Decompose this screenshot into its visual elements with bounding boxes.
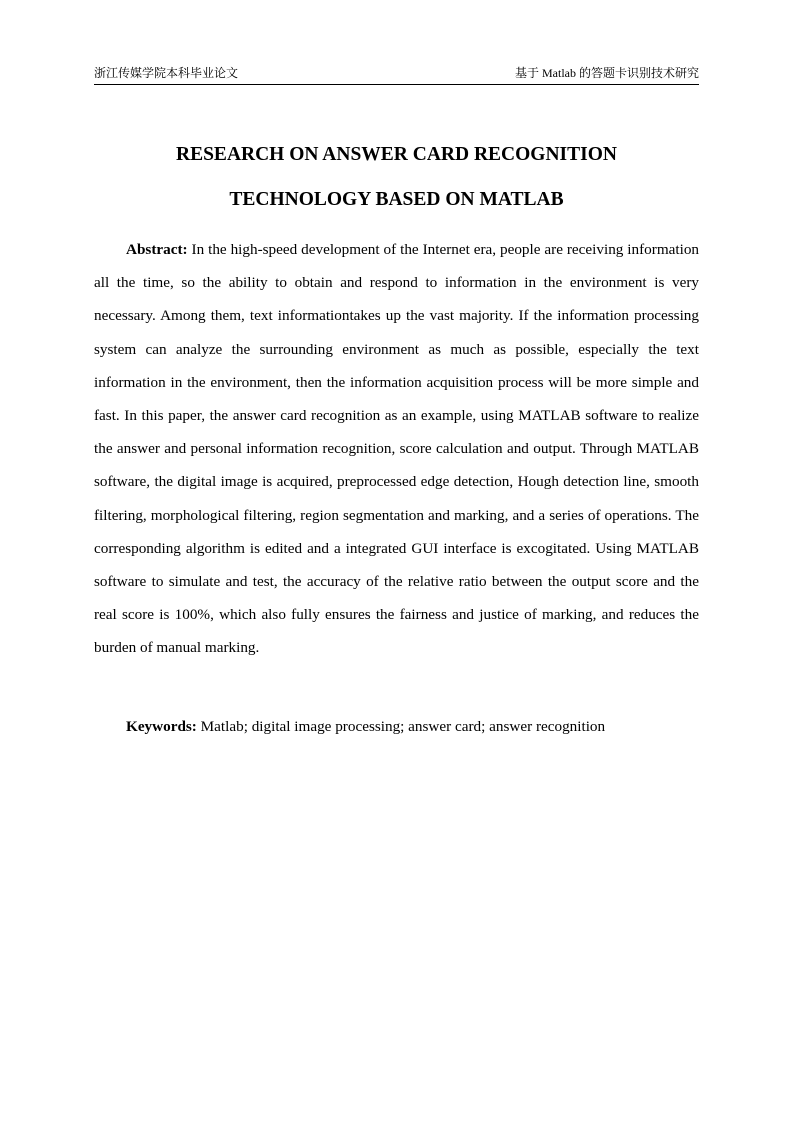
keywords-label: Keywords: bbox=[126, 718, 197, 735]
paper-title-line-1: RESEARCH ON ANSWER CARD RECOGNITION bbox=[176, 144, 617, 165]
running-header bbox=[94, 64, 699, 85]
abstract-text: In the high-speed development of the Internet era, people are receiving information all the time, so the ability to obtain and respond to information in the environment is very necessary. Among them, text informationtakes up the vast majority. If the information processing system can analyze the surrounding environment as much as possible, especially the text information in the environment, then the information acquisition process will be more simple and fast. In this paper, the answer card recognition as an example, using MATLAB software to realize the answer and personal information recognition, score calculation and output. Through MATLAB software, the digital image is acquired, preprocessed edge detection, Hough detection line, smooth filtering, morphological filtering, region segmentation and marking, and a series of operations. The corresponding algorithm is edited and a integrated GUI interface is excogitated. Using MATLAB software to simulate and test, the accuracy of the relative ratio between the output score and the real score is 100%, which also fully ensures the fairness and justice of marking, and reduces the burden of manual marking. bbox=[94, 241, 700, 657]
abstract-label: Abstract: bbox=[126, 241, 188, 258]
header-thesis-label: 浙江传媒学院本科毕业论文 bbox=[94, 66, 239, 80]
paper-title-line-2: TECHNOLOGY BASED ON MATLAB bbox=[229, 189, 564, 210]
keywords-text: Matlab; digital image processing; answer card; answer recognition bbox=[200, 718, 606, 735]
keywords-paragraph bbox=[94, 710, 699, 743]
abstract-paragraph bbox=[94, 233, 699, 665]
header-thesis-title: 基于 Matlab 的答题卡识别技术研究 bbox=[515, 66, 699, 80]
